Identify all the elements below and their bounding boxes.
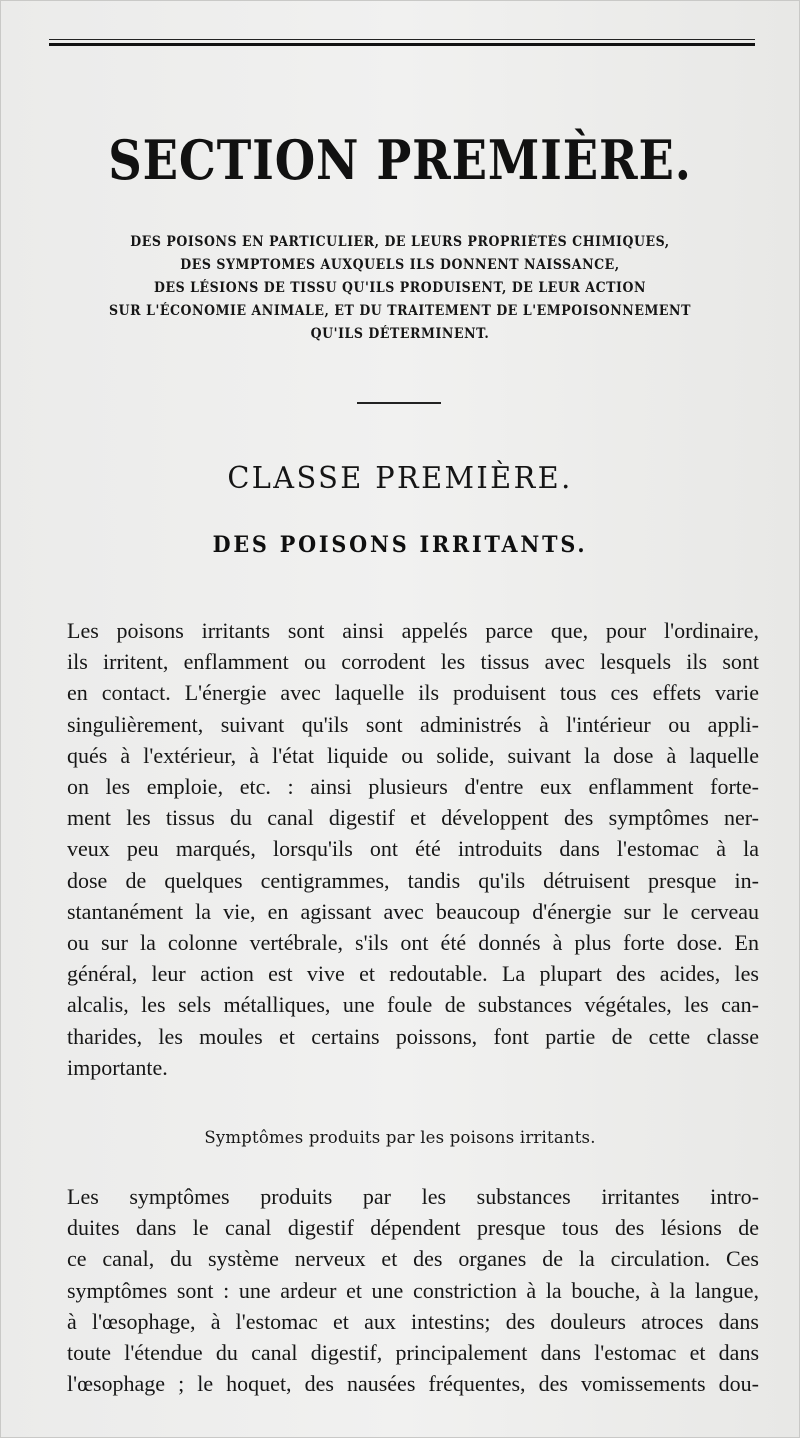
section-title: SECTION PREMIÈRE.	[108, 128, 692, 192]
subtitle-line: QU'ILS DÉTERMINENT.	[310, 326, 490, 342]
subtitle-line: DES POISONS EN PARTICULIER, DE LEURS PROPRIÉTÉS CHIMIQUES,	[130, 234, 670, 250]
class-subtitle: DES POISONS IRRITANTS.	[212, 532, 588, 558]
text-line: tharides, les moules et certains poissons, font partie de cette classe	[67, 1023, 759, 1049]
paragraph-intro	[67, 615, 759, 1083]
text-line: Les symptômes produits par les substances irritantes intro-	[67, 1184, 759, 1209]
text-line: ce canal, du système nerveux et des organes de la circulation. Ces	[67, 1246, 759, 1272]
header-rule-thin	[49, 39, 755, 40]
text-line: duites dans le canal digestif dépendent presque tous des lésions de	[67, 1215, 759, 1241]
text-line: l'œsophage ; le hoquet, des nausées fréquentes, des vomissements dou-	[67, 1371, 759, 1397]
text-line: singulièrement, suivant qu'ils sont administrés à l'intérieur ou appli-	[67, 711, 759, 737]
text-line: général, leur action est vive et redoutable. La plupart des acides, les	[67, 961, 759, 987]
text-line: à l'œsophage, à l'estomac et aux intestins; des douleurs atroces dans	[67, 1308, 759, 1334]
header-double-rule	[49, 39, 755, 49]
text-line: Les poisons irritants sont ainsi appelés parce que, pour l'ordinaire,	[67, 618, 759, 643]
subtitle-line: DES LÉSIONS DE TISSU QU'ILS PRODUISENT, DE LEUR ACTION	[154, 280, 646, 296]
text-line: veux peu marqués, lorsqu'ils ont été introduits dans l'estomac à la	[67, 836, 759, 862]
section-divider	[357, 402, 441, 404]
text-line: en contact. L'énergie avec laquelle ils produisent tous ces effets varie	[67, 680, 759, 706]
section-subtitle	[75, 231, 724, 346]
text-line: qués à l'extérieur, à l'état liquide ou solide, suivant la dose à laquelle	[67, 742, 759, 768]
text-line: stantanément la vie, en agissant avec beaucoup d'énergie sur le cerveau	[67, 898, 759, 924]
text-line: ils irritent, enflamment ou corrodent les tissus avec lesquels ils sont	[67, 649, 759, 675]
header-rule-thick	[49, 43, 755, 46]
text-line: importante.	[67, 1054, 168, 1080]
text-line: alcalis, les sels métalliques, une foule de substances végétales, les can-	[67, 992, 759, 1018]
text-line: ment les tissus du canal digestif et développent des symptômes ner-	[67, 805, 759, 831]
text-line: ou sur la colonne vertébrale, s'ils ont été donnés à plus forte dose. En	[67, 930, 759, 956]
text-line: toute l'étendue du canal digestif, principalement dans l'estomac et dans	[67, 1340, 759, 1366]
text-line: symptômes sont : une ardeur et une constriction à la bouche, à la langue,	[67, 1277, 759, 1303]
subtitle-line: DES SYMPTOMES AUXQUELS ILS DONNENT NAISSANCE,	[180, 257, 620, 273]
text-line: dose de quelques centigrammes, tandis qu'ils détruisent presque in-	[67, 867, 759, 893]
text-line: on les emploie, etc. : ainsi plusieurs d'entre eux enflamment forte-	[67, 774, 759, 800]
class-title: CLASSE PREMIÈRE.	[227, 461, 573, 496]
paragraph-symptoms	[67, 1181, 759, 1399]
subsection-heading: Symptômes produits par les poisons irritants.	[204, 1128, 596, 1147]
subtitle-line: SUR L'ÉCONOMIE ANIMALE, ET DU TRAITEMENT DE L'EMPOISONNEMENT	[109, 303, 691, 319]
